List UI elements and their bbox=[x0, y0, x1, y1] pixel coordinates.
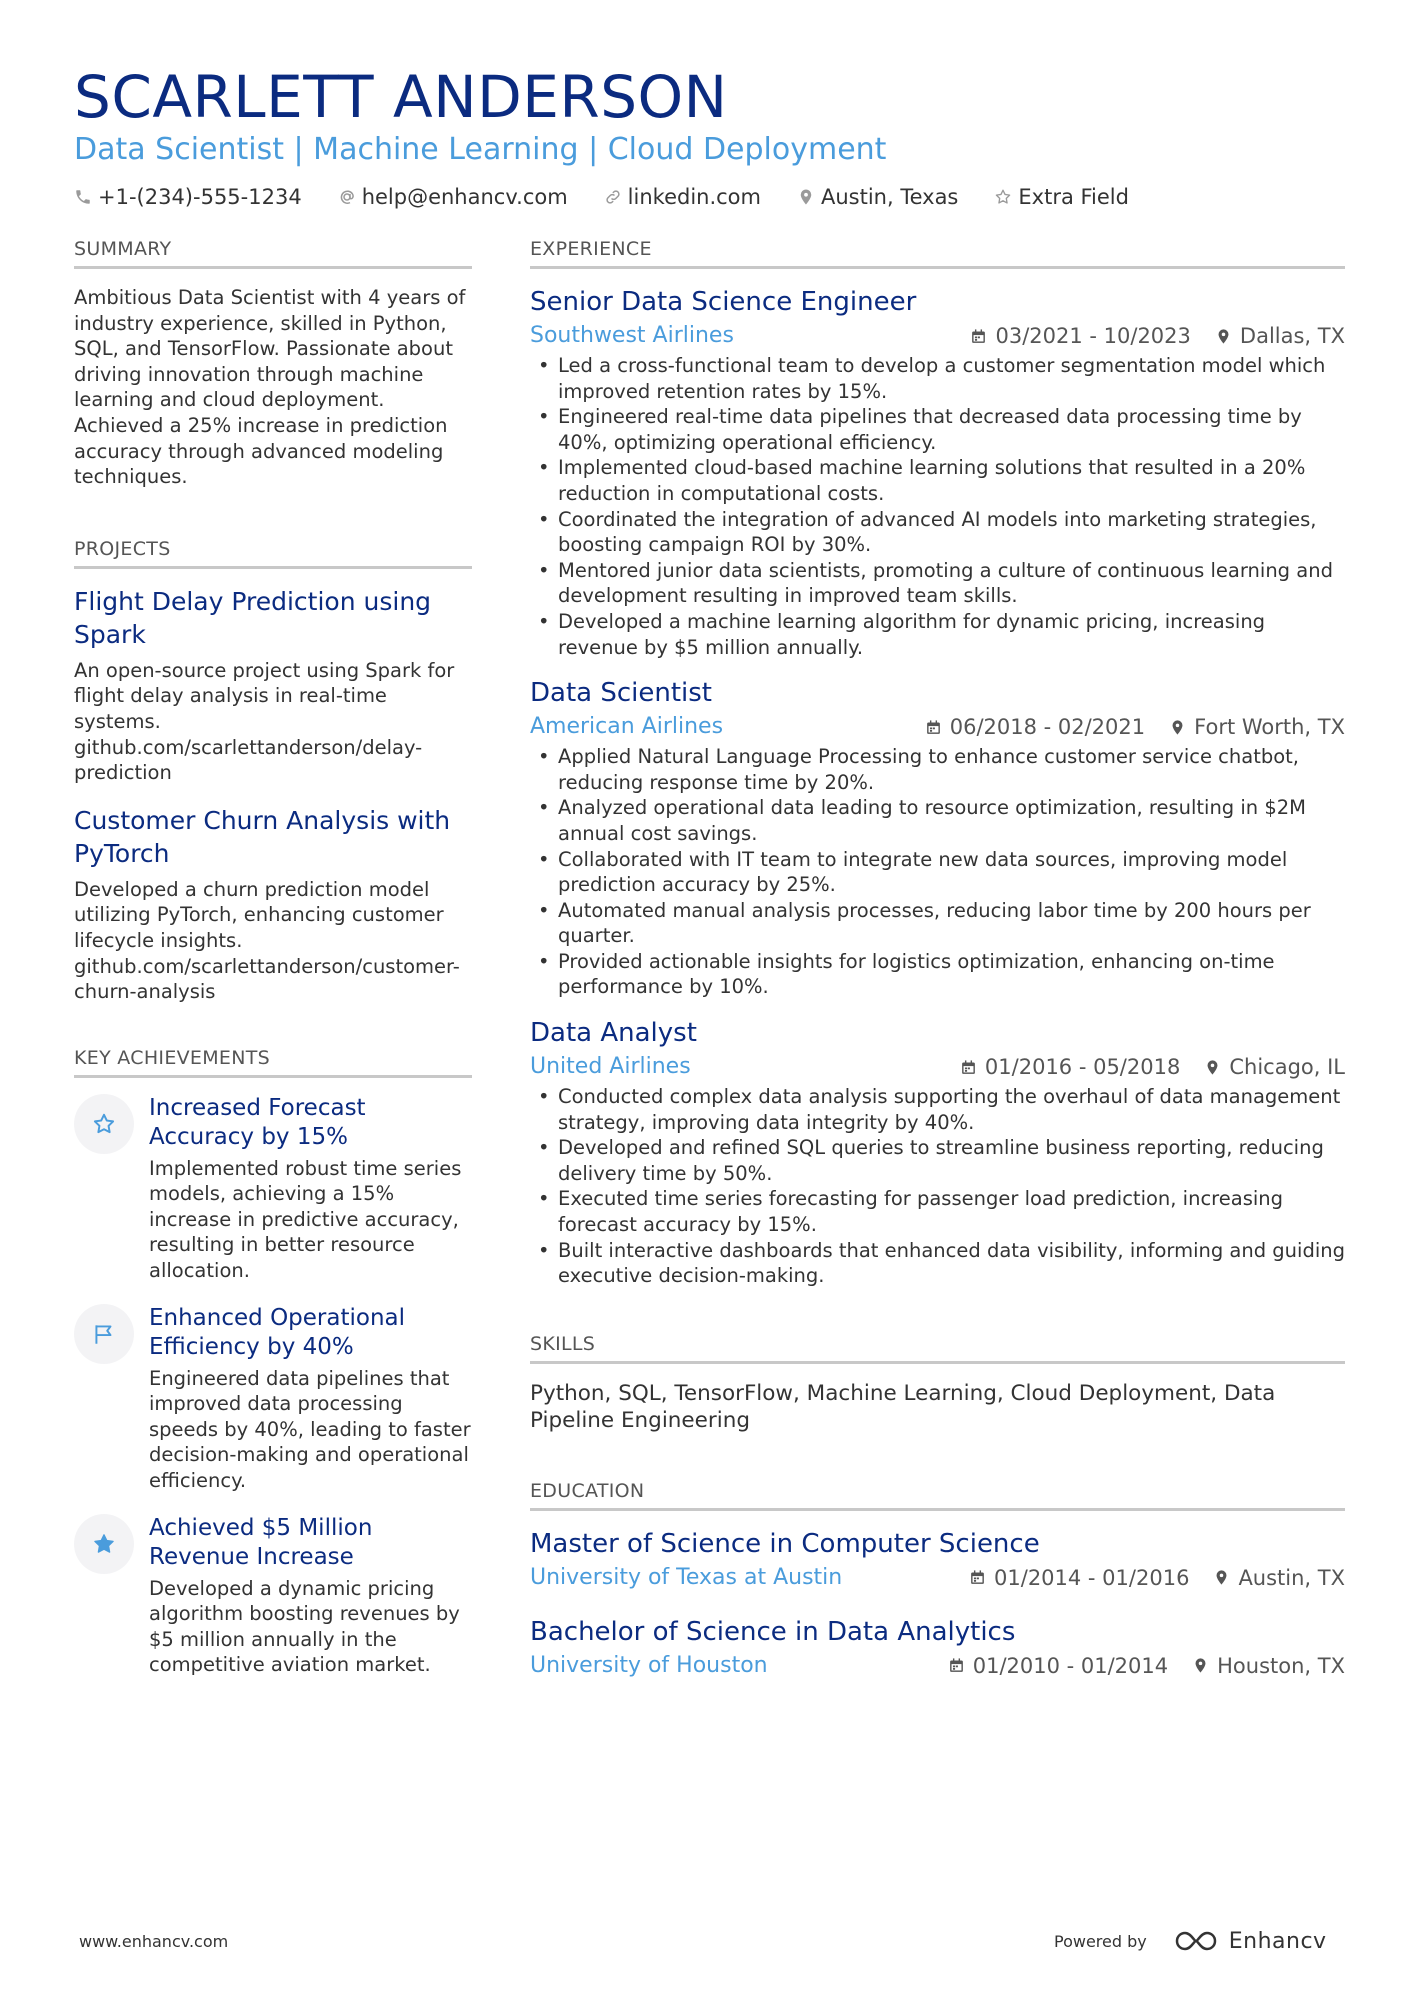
job-title: Senior Data Science Engineer bbox=[530, 287, 917, 317]
candidate-name: SCARLETT ANDERSON bbox=[74, 63, 728, 131]
powered-by-text: Powered by bbox=[1054, 1931, 1147, 1951]
job-location-text: Chicago, IL bbox=[1229, 1055, 1345, 1080]
summary-heading: SUMMARY bbox=[74, 236, 472, 269]
footer-url[interactable]: www.enhancv.com bbox=[79, 1932, 229, 1951]
left-column bbox=[74, 236, 472, 1678]
education-entry bbox=[530, 1615, 1345, 1681]
contact-phone[interactable] bbox=[74, 182, 302, 212]
resume-header bbox=[74, 64, 1344, 212]
job-dates bbox=[970, 324, 1190, 348]
job-location bbox=[1204, 1055, 1345, 1079]
education-location bbox=[1213, 1566, 1345, 1590]
education-heading: EDUCATION bbox=[530, 1478, 1345, 1511]
contact-email[interactable] bbox=[328, 182, 568, 212]
experience-heading: EXPERIENCE bbox=[530, 236, 1345, 269]
project-item bbox=[74, 585, 472, 786]
degree-title: Bachelor of Science in Data Analytics bbox=[530, 1616, 1016, 1647]
achievement-title: Increased Forecast Accuracy by 15% bbox=[149, 1094, 366, 1150]
job-bullets bbox=[530, 744, 1345, 1000]
star-outline-icon bbox=[74, 1094, 134, 1154]
achievement-item bbox=[74, 1094, 472, 1284]
achievement-description: Developed a dynamic pricing algorithm boosting revenues by $5 million annually in the competitive aviation market. bbox=[149, 1576, 460, 1677]
job-dates-text: 01/2016 - 05/2018 bbox=[984, 1055, 1181, 1080]
education-meta bbox=[530, 1563, 1345, 1593]
skills-section bbox=[530, 1331, 1345, 1434]
contact-linkedin-text: linkedin.com bbox=[627, 185, 761, 209]
job-bullets bbox=[530, 353, 1345, 660]
job-location-text: Dallas, TX bbox=[1239, 324, 1345, 348]
job-meta bbox=[530, 1052, 1345, 1082]
school-name: University of Houston bbox=[530, 1652, 768, 1678]
calendar-icon bbox=[925, 719, 942, 736]
job-dates-text: 03/2021 - 10/2023 bbox=[995, 324, 1191, 348]
job-bullet: • Applied Natural Language Processing to enhance customer service chatbot, reducing response time by 20%. bbox=[530, 744, 1345, 795]
contact-extra-text: Extra Field bbox=[1018, 185, 1129, 209]
flag-icon bbox=[74, 1304, 134, 1364]
job-bullet: • Conducted complex data analysis supporting the overhaul of data management strategy, improving data integrity by 40%. bbox=[530, 1084, 1345, 1135]
job-location bbox=[1215, 324, 1345, 348]
education-location bbox=[1192, 1654, 1345, 1678]
job-title: Data Analyst bbox=[530, 1018, 697, 1049]
company-name: Southwest Airlines bbox=[530, 323, 734, 348]
location-icon bbox=[1204, 1059, 1221, 1076]
star-icon bbox=[994, 188, 1012, 206]
job-bullet: • Executed time series forecasting for passenger load prediction, increasing forecast accuracy by 15%. bbox=[530, 1186, 1345, 1237]
projects-heading: PROJECTS bbox=[74, 536, 472, 569]
summary-section bbox=[74, 236, 472, 490]
job-location-text: Fort Worth, TX bbox=[1194, 715, 1345, 740]
job-dates bbox=[960, 1055, 1180, 1079]
location-icon bbox=[797, 188, 815, 206]
powered-by bbox=[1054, 1928, 1327, 1954]
education-location-text: Houston, TX bbox=[1217, 1653, 1345, 1678]
contact-location-text: Austin, Texas bbox=[820, 185, 959, 209]
contact-phone-text: +1-(234)-555-1234 bbox=[98, 185, 302, 209]
contact-bar bbox=[74, 182, 1344, 212]
project-item bbox=[74, 804, 472, 1005]
project-title: Customer Churn Analysis with PyTorch bbox=[74, 805, 451, 868]
location-icon bbox=[1192, 1657, 1209, 1674]
education-entry bbox=[530, 1527, 1345, 1593]
phone-icon bbox=[74, 188, 92, 206]
job-bullets bbox=[530, 1084, 1345, 1289]
achievements-section bbox=[74, 1045, 472, 1678]
job-bullet: • Mentored junior data scientists, promoting a culture of continuous learning and development resulting in improved team skills. bbox=[530, 558, 1345, 609]
achievement-description: Engineered data pipelines that improved data processing speeds by 40%, leading to faster decision-making and operational efficiency. bbox=[149, 1366, 471, 1493]
job-bullet: • Implemented cloud-based machine learning solutions that resulted in a 20% reduction in computational costs. bbox=[530, 455, 1345, 506]
contact-email-text: help@enhancv.com bbox=[361, 185, 568, 209]
enhancv-logo-icon bbox=[1173, 1928, 1219, 1954]
achievement-item bbox=[74, 1514, 472, 1678]
achievements-heading: KEY ACHIEVEMENTS bbox=[74, 1045, 472, 1078]
job-entry bbox=[530, 676, 1345, 1000]
job-dates-text: 06/2018 - 02/2021 bbox=[949, 715, 1146, 740]
projects-section bbox=[74, 536, 472, 1005]
location-icon bbox=[1169, 719, 1186, 736]
achievement-title: Achieved $5 Million Revenue Increase bbox=[149, 1514, 373, 1570]
contact-location bbox=[787, 182, 958, 212]
job-meta bbox=[530, 712, 1345, 742]
education-dates-text: 01/2010 - 01/2014 bbox=[972, 1653, 1169, 1678]
job-bullet: • Collaborated with IT team to integrate new data sources, improving model prediction accuracy by 25%. bbox=[530, 847, 1345, 898]
education-dates bbox=[969, 1566, 1189, 1590]
experience-section bbox=[530, 236, 1345, 1289]
degree-title: Master of Science in Computer Science bbox=[530, 1528, 1040, 1559]
right-column bbox=[530, 236, 1345, 1681]
calendar-icon bbox=[969, 1569, 986, 1586]
candidate-title: Data Scientist | Machine Learning | Cloud Deployment bbox=[74, 132, 887, 167]
job-bullet: • Built interactive dashboards that enhanced data visibility, informing and guiding executive decision-making. bbox=[530, 1238, 1345, 1289]
achievement-item bbox=[74, 1304, 472, 1494]
company-name: United Airlines bbox=[530, 1054, 691, 1080]
job-bullet: • Coordinated the integration of advanced AI models into marketing strategies, boosting campaign ROI by 30%. bbox=[530, 507, 1345, 558]
skills-text: Python, SQL, TensorFlow, Machine Learning, Cloud Deployment, Data Pipeline Engineering bbox=[530, 1380, 1276, 1433]
project-title: Flight Delay Prediction using Spark bbox=[74, 586, 432, 649]
school-name: University of Texas at Austin bbox=[530, 1564, 843, 1590]
enhancv-logo[interactable] bbox=[1173, 1928, 1327, 1954]
job-entry bbox=[530, 1016, 1345, 1289]
calendar-icon bbox=[970, 328, 987, 345]
link-icon bbox=[604, 188, 622, 206]
education-meta bbox=[530, 1651, 1345, 1681]
calendar-icon bbox=[960, 1059, 977, 1076]
job-bullet: • Engineered real-time data pipelines that decreased data processing time by 40%, optimizing operational efficiency. bbox=[530, 404, 1345, 455]
contact-extra bbox=[984, 182, 1129, 212]
job-bullet: • Automated manual analysis processes, reducing labor time by 200 hours per quarter. bbox=[530, 898, 1345, 949]
contact-linkedin[interactable] bbox=[594, 182, 761, 212]
achievement-description: Implemented robust time series models, achieving a 15% increase in predictive accuracy, resulting in better resource allocation. bbox=[149, 1156, 462, 1283]
education-dates bbox=[948, 1654, 1168, 1678]
project-description: An open-source project using Spark for flight delay analysis in real-time systems. github.com/scarlettanderson/delay-prediction bbox=[74, 658, 455, 785]
job-bullet: • Provided actionable insights for logistics optimization, enhancing on-time performance by 10%. bbox=[530, 949, 1345, 1000]
location-icon bbox=[1213, 1569, 1230, 1586]
calendar-icon bbox=[948, 1657, 965, 1674]
education-dates-text: 01/2014 - 01/2016 bbox=[994, 1565, 1190, 1590]
project-description: Developed a churn prediction model utilizing PyTorch, enhancing customer lifecycle insights. github.com/scarlettanderson/customer-churn-analysis bbox=[74, 877, 460, 1004]
job-title: Data Scientist bbox=[530, 678, 712, 709]
skills-heading: SKILLS bbox=[530, 1331, 1345, 1364]
company-name: American Airlines bbox=[530, 714, 724, 740]
at-icon bbox=[338, 188, 356, 206]
education-location-text: Austin, TX bbox=[1238, 1565, 1345, 1590]
job-location bbox=[1169, 715, 1345, 739]
achievement-title: Enhanced Operational Efficiency by 40% bbox=[149, 1304, 406, 1360]
job-entry bbox=[530, 285, 1345, 660]
job-meta bbox=[530, 321, 1345, 351]
job-dates bbox=[925, 715, 1145, 739]
job-bullet: • Led a cross-functional team to develop a customer segmentation model which improved retention rates by 15%. bbox=[530, 353, 1345, 404]
star-filled-icon bbox=[74, 1514, 134, 1574]
job-bullet: • Analyzed operational data leading to resource optimization, resulting in $2M annual cost savings. bbox=[530, 795, 1345, 846]
summary-text: Ambitious Data Scientist with 4 years of industry experience, skilled in Python, SQL, and TensorFlow. Passionate about driving innovation through machine learning and cloud deployment. Achieved a 25% increase in prediction accuracy through advanced modeling techniques. bbox=[74, 286, 466, 489]
enhancv-brand-text: Enhancv bbox=[1228, 1928, 1327, 1954]
location-icon bbox=[1215, 328, 1232, 345]
education-section bbox=[530, 1478, 1345, 1681]
job-bullet: • Developed a machine learning algorithm for dynamic pricing, increasing revenue by $5 million annually. bbox=[530, 609, 1345, 660]
job-bullet: • Developed and refined SQL queries to streamline business reporting, reducing delivery time by 50%. bbox=[530, 1135, 1345, 1186]
